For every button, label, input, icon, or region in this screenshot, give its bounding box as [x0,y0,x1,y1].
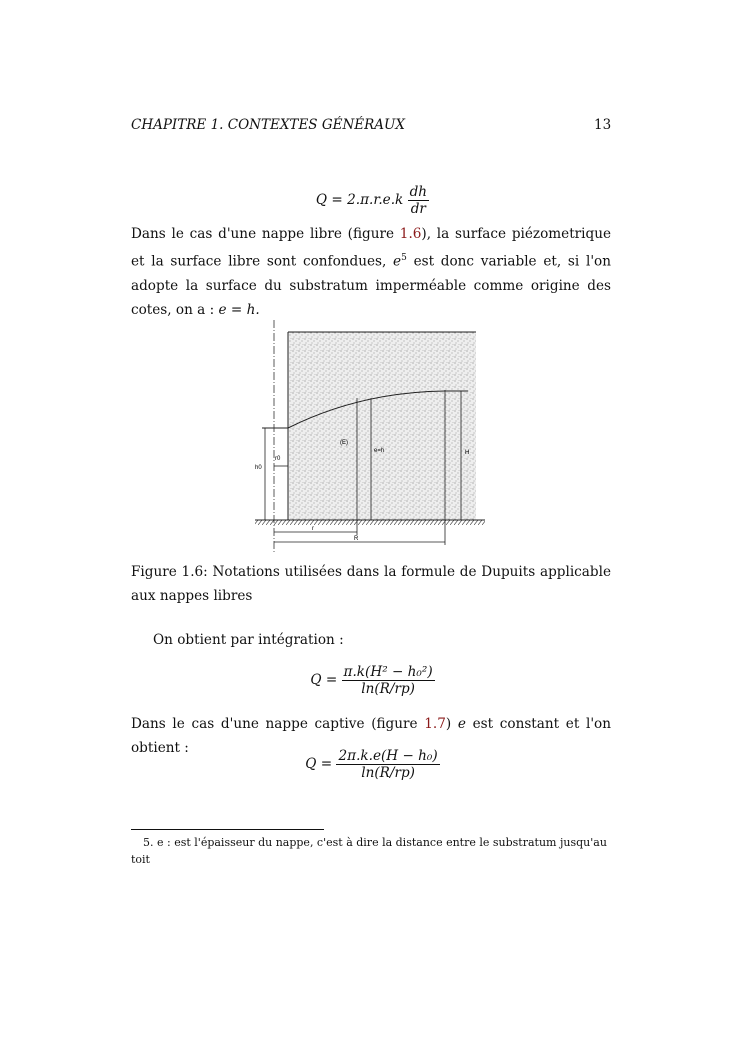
soil-stipple [288,332,476,520]
eq-den: ln(R/rp) [361,681,415,697]
paragraph-1 [131,222,611,322]
figure-link[interactable]: 1.6 [399,226,422,242]
ground-hatch [255,520,485,525]
eq-den: ln(R/rp) [361,765,415,781]
eq-lhs: Q = [305,756,333,772]
label-E: (E) [340,440,348,446]
text: Dans le cas d'une nappe libre (figure [131,226,400,242]
text: ) [445,716,458,732]
footnote-number: 5. [143,836,154,849]
label-r0: r0 [275,456,281,462]
running-header: CHAPITRE 1. CONTEXTES GÉNÉRAUX [131,117,406,133]
footnote-text: e : est l'épaisseur du nappe, c'est à dire la distance entre le substratum jusqu'au toit [131,836,607,866]
text: e [393,253,402,270]
text: est constant et l'on obtient : [131,716,611,756]
label-r: r [312,526,314,532]
page-number: 13 [594,117,612,133]
label-e-h: e=h [374,448,385,454]
text: e [457,716,466,732]
footnote-rule [131,829,324,830]
eq-num: π.k(H² − h₀²) [343,664,433,680]
dupuit-figure [250,320,490,552]
eq-den: dr [410,201,426,217]
eq-num: dh [409,184,428,200]
figure-link[interactable]: 1.7 [424,716,446,732]
text: Dans le cas d'une nappe captive (figure [131,716,425,732]
footnote-ref[interactable]: 5 [401,253,407,263]
label-H: H [465,450,470,456]
equation-2 [0,664,745,697]
footnote [131,834,611,868]
text: e = h. [218,301,260,318]
equation-3 [0,748,745,781]
paragraph-2: On obtient par intégration : [153,632,344,648]
equation-1 [0,184,745,217]
label-h0: h0 [255,465,262,471]
eq-lhs: Q = 2.π.r.e.k [315,192,404,208]
eq-lhs: Q = [310,672,338,688]
text: est donc variable et, si l'on adopte la surface du substratum imperméable comme origine des cotes, on a : [131,253,611,318]
text: ), la surface piézometrique et la surface libre sont confondues, [131,226,612,270]
label-R: R [354,536,359,542]
figure-caption: Figure 1.6: Notations utilisées dans la formule de Dupuits applicable aux nappes libres [131,564,611,604]
eq-num: 2π.k.e(H − h₀) [338,748,438,764]
